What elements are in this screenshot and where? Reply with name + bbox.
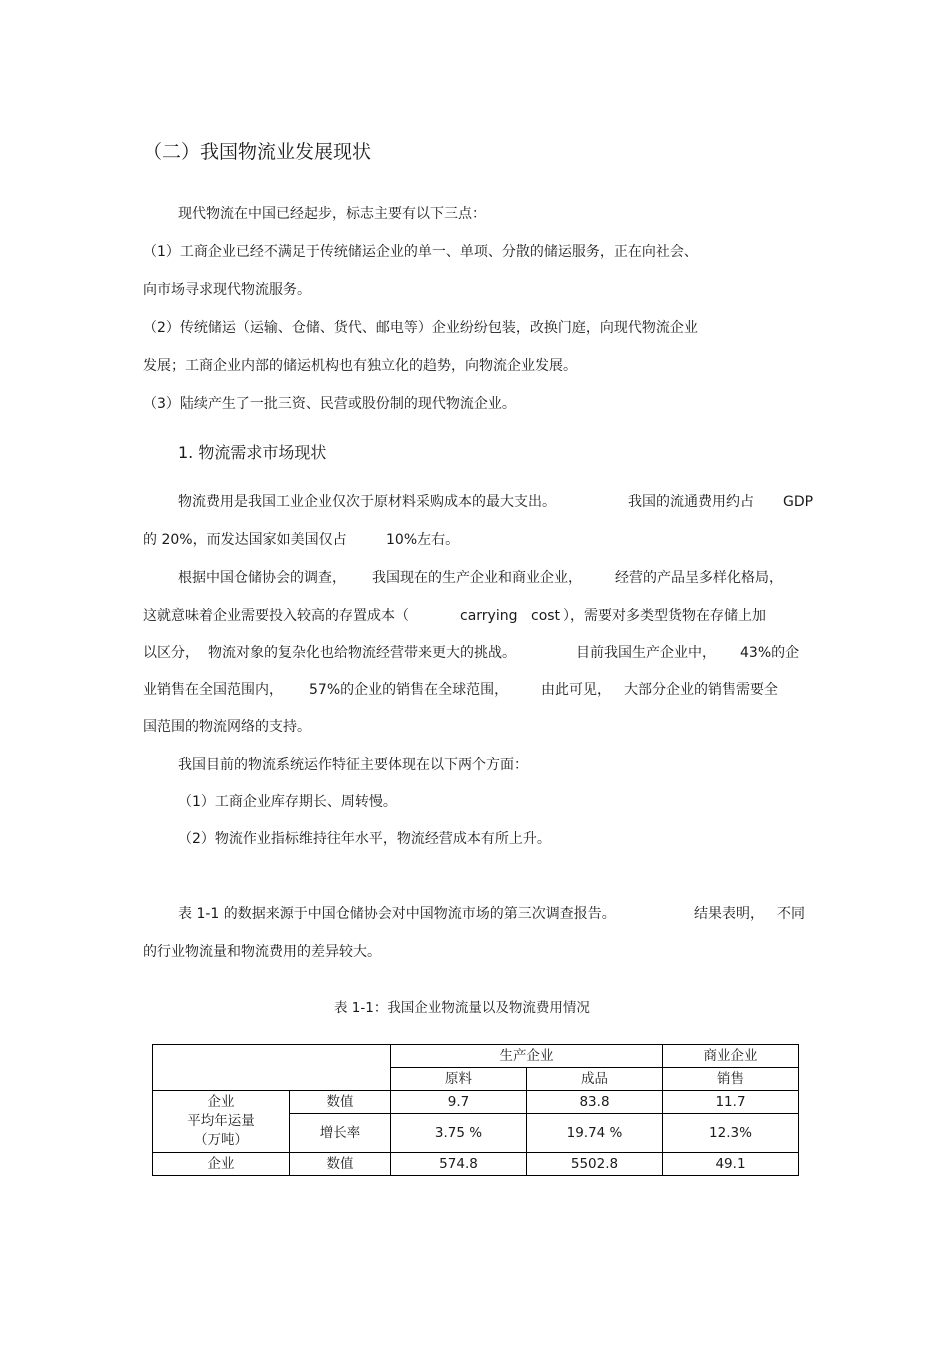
page-title: （二）我国物流业发展现状 <box>143 141 372 163</box>
table-cell: 574.8 <box>391 1153 527 1176</box>
table-row <box>153 1091 799 1114</box>
row-label: 企业 <box>153 1153 290 1176</box>
metric-label: 数值 <box>290 1153 391 1176</box>
para2-text: 这就意味着企业需要投入较高的存置成本（ <box>143 608 409 624</box>
para3-item-1: （1）工商企业库存期长、周转慢。 <box>178 794 397 810</box>
para2-text: 根据中国仓储协会的调查， <box>178 570 346 586</box>
intro-lead: 现代物流在中国已经起步，标志主要有以下三点： <box>178 206 486 222</box>
table-row <box>153 1153 799 1176</box>
table-cell: 12.3% <box>663 1114 799 1153</box>
para3-lead: 我国目前的物流系统运作特征主要体现在以下两个方面： <box>178 757 528 773</box>
header-commerce: 商业企业 <box>663 1045 799 1068</box>
para2-text: 业销售在全国范围内， <box>143 682 283 698</box>
table-cell: 49.1 <box>663 1153 799 1176</box>
intro-point-2-line-2: 发展；工商企业内部的储运机构也有独立化的趋势，向物流企业发展。 <box>143 358 577 374</box>
table-header-row <box>153 1045 799 1068</box>
para3-item-2: （2）物流作业指标维持往年水平，物流经营成本有所上升。 <box>178 831 551 847</box>
para4-text: 结果表明， <box>694 906 764 922</box>
para2-text: 57%的企业的销售在全球范围， <box>309 682 509 698</box>
row-label-avg-volume <box>153 1091 290 1153</box>
table-caption: 表 1-1：我国企业物流量以及物流费用情况 <box>334 1000 590 1016</box>
para1-text: GDP <box>783 494 814 510</box>
para2-text: 我国现在的生产企业和商业企业， <box>372 570 582 586</box>
header-finished: 成品 <box>527 1068 663 1091</box>
intro-point-1-line-2: 向市场寻求现代物流服务。 <box>143 282 311 298</box>
row-label-line: 平均年运量 <box>187 1113 255 1129</box>
intro-point-2-line-1: （2）传统储运（运输、仓储、货代、邮电等）企业纷纷包装，改换门庭，向现代物流企业 <box>143 320 698 336</box>
para4-text: 表 1-1 的数据来源于中国仓储协会对中国物流市场的第三次调查报告。 <box>178 906 616 922</box>
row-label-line: 企业 <box>207 1094 235 1110</box>
intro-point-1-line-1: （1）工商企业已经不满足于传统储运企业的单一、单项、分散的储运服务，正在向社会、 <box>143 244 698 260</box>
header-raw: 原料 <box>391 1068 527 1091</box>
para2-text: cost <box>531 608 561 624</box>
para1-text: 10%左右。 <box>386 532 460 548</box>
header-production: 生产企业 <box>391 1045 663 1068</box>
table-cell: 83.8 <box>527 1091 663 1114</box>
para2-text: ），需要对多类型货物在存储上加 <box>563 608 766 624</box>
table-cell: 3.75 % <box>391 1114 527 1153</box>
table-cell: 19.74 % <box>527 1114 663 1153</box>
para1-text: 我国的流通费用约占 <box>628 494 754 510</box>
table-cell: 11.7 <box>663 1091 799 1114</box>
section-subheading: 1. 物流需求市场现状 <box>178 443 327 462</box>
table-cell: 9.7 <box>391 1091 527 1114</box>
metric-label: 增长率 <box>290 1114 391 1153</box>
para2-text: 经营的产品呈多样化格局， <box>615 570 783 586</box>
para2-text: 目前我国生产企业中， <box>576 645 716 661</box>
intro-point-3: （3）陆续产生了一批三资、民营或股份制的现代物流企业。 <box>143 396 516 412</box>
para2-text: 大部分企业的销售需要全 <box>624 682 778 698</box>
para1-text: 物流费用是我国工业企业仅次于原材料采购成本的最大支出。 <box>178 494 556 510</box>
table-cell: 5502.8 <box>527 1153 663 1176</box>
para4-text: 不同 <box>777 906 805 922</box>
para2-text: 由此可见， <box>541 682 611 698</box>
header-sales: 销售 <box>663 1068 799 1091</box>
para2-text: carrying <box>460 608 518 624</box>
para2-text: 国范围的物流网络的支持。 <box>143 719 311 735</box>
para2-text: 43%的企 <box>740 645 800 661</box>
logistics-table <box>152 1044 799 1176</box>
para4-text: 的行业物流量和物流费用的差异较大。 <box>143 944 381 960</box>
para2-text: 物流对象的复杂化也给物流经营带来更大的挑战。 <box>208 645 516 661</box>
row-label-line: （万吨） <box>194 1132 248 1148</box>
metric-label: 数值 <box>290 1091 391 1114</box>
table-corner-cell <box>153 1045 391 1091</box>
para1-text: 的 20%，而发达国家如美国仅占 <box>143 532 347 548</box>
para2-text: 以区分， <box>143 645 199 661</box>
